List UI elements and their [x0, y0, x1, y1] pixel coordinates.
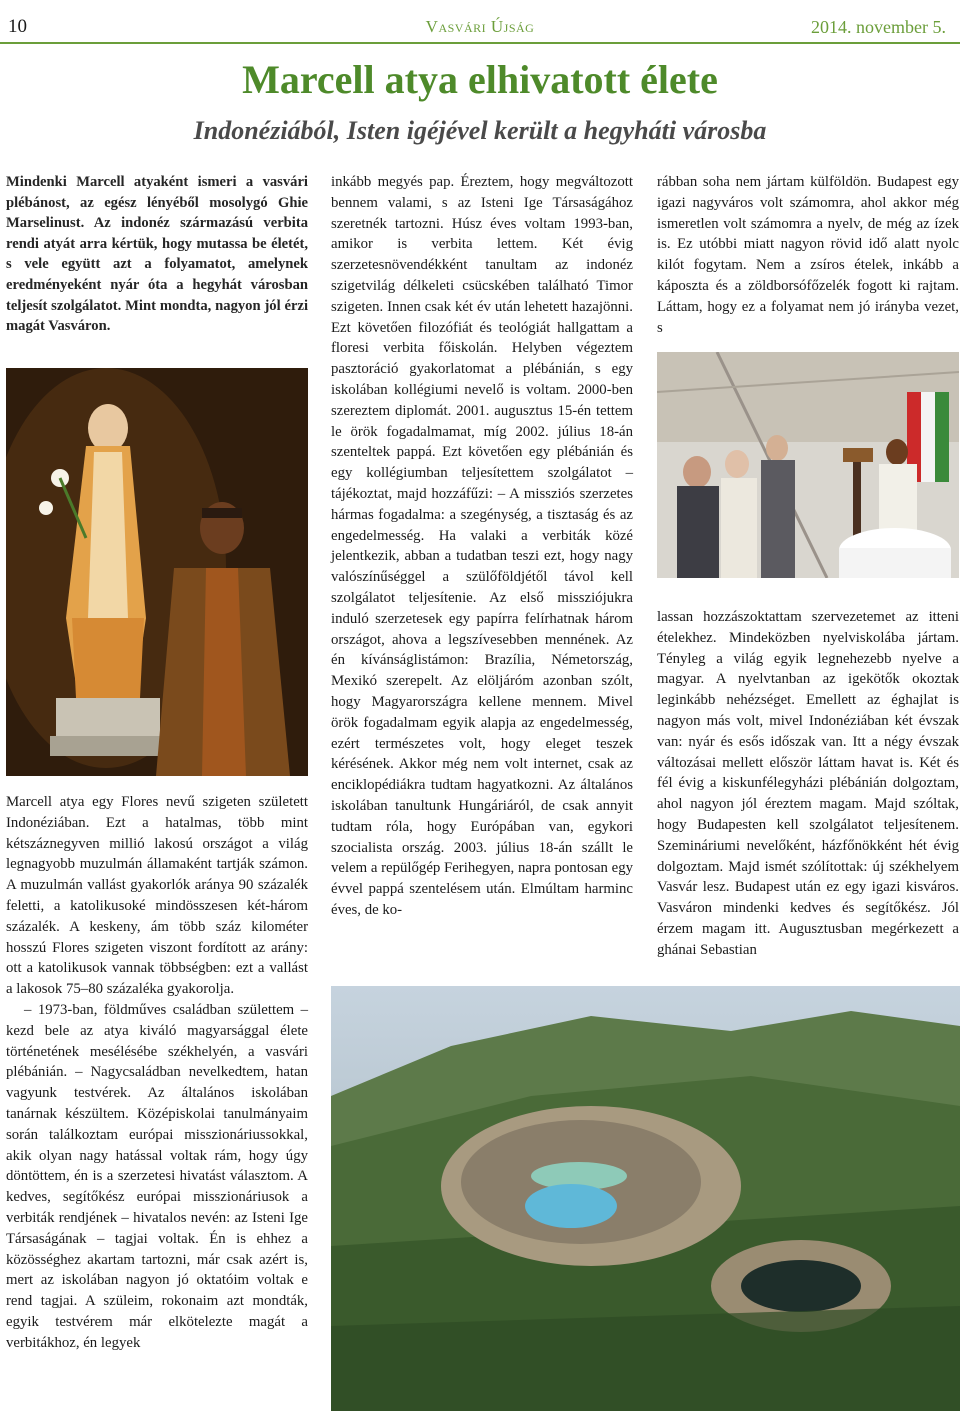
article-lead: Mindenki Marcell atyaként ismeri a vasvári plébánost, az egész lényéből mosolygó Ghie Marselinust. Az indonéz származású verbita rendi atyát arra kértük, hogy mutassa be életét, s vele együtt azt a folyamatot, amelynek eredményeként nyár óta a hegyhát városban teljesít szolgálatot. Mint mondta, nagyon jól érzi magát Vasváron.: [6, 174, 308, 335]
column-3-body-top: [657, 172, 959, 338]
column-3-body-bottom: [657, 607, 959, 961]
newspaper-name: Vasvári Újság: [425, 17, 535, 36]
paragraph: rábban soha nem jártam külföldön. Budapest egy igazi nagyváros volt számomra, ahol akkor még ismeretlen volt számomra a nyelv, de még az ízek is. Ez utóbbi miatt nagyon rövid idő alatt nyolc kilót fogytam. Nem a zsíros ételek, inkább a káposzta és a zöldborsófőzelék fogott ki rajtam. Láttam, hogy ez a folyamat nem jó irányba vezet, s: [657, 174, 959, 336]
column-1-body: [6, 792, 308, 1354]
paragraph: lassan hozzászoktattam szervezetemet az itteni ételekhez. Mindeközben nyelviskolába jártam. Tényleg a világ egyik legnehezebb nyelve a magyar. A nyelvtanban az igekötők okoztak leginkább nehézséget. Emellett az éghajlat is nagyon más volt, mivel Indonéziában két évszak van: nyár és esős időszak van. Itt a négy évszak változásai mellett először láttam havat is. Két és fél évig a kiskunfélegyházi plébánián dolgoztam, ahol nagyon jól éreztem magam. Majd szóltak, hogy Budapesten kell szolgálatot teljesítenem. Szemináriumi nevelőként, házfőnökként hét évig dolgoztam. Majd ismét szólítottak: új székhelyem Vasvár lesz. Budapest után ez egy igazi kisváros. Vasváron mindenki kedves és segítőkész. Jól érzem magam itt. Augusztusban megérkezett a ghánai Sebastian: [657, 609, 959, 958]
ceremony-photo: [657, 352, 959, 578]
page-number: 10: [8, 16, 27, 37]
paragraph: inkább megyés pap. Éreztem, hogy megváltozott bennem valami, s az Isteni Ige Társaságához szeretnék tartozni. Húsz éves voltam 1993-ban, amikor is verbita lettem. Két évig szerzetesnövendékként tanultam az indonéz szigetvilág délkeleti csücskében található Timor szigeten. Innen csak két év után lehetett hazajönni. Ezt követően filozófiát és teológiát hallgattam a floresi verbita főiskolán. Helyben végeztem pasztoráció gyakorlatomat a plébánián, s egy iskolában kollégiumi nevelő is voltam. 2000-ben szereztem diplomát. 2001. augusztus 15-én tettem le örök fogadalmamat, míg 2002. július 18-án szenteltek pappá. Ezt követően egy plébánián és egy kollégiumban teljesítettem szolgálatot – tájékoztat, majd hozzáfűzi: – A missziós szerzetes hármas fogadalma: a szegénység, a tisztaság és az engedelmesség. Ha valaki a verbiták közé jelentkezik, abban a tudatban teszi ezt, hogy nagy valószínűséggel a szülőföldjétől távol kell szolgálatot teljesítenie. Az első missziójukra induló szerzetesek egy papírra felírhatnak három országot, ahova a legszívesebben mennének. Az én kívánságlistámon: Brazília, Németország, Mexikó szerepelt. Az elöljáróm azonban szólt, hogy Magyarországra kellene mennem. Mivel örök fogadalmam egyik alapja az engedelmesség, ezért természetes volt, hogy eleget teszek kérésének. Akkor még nem volt internet, csak az enciklopédiákra tudtam hagyatkozni. Az általános iskolában tanultunk Hungáriáról, de csak annyit tudtam róla, hogy Európában van, egykori szocialista ország. 2003. július 18-án szállt le velem a repülőgép Ferihegyen, napra pontosan egy évvel pappá szentelésem után. Elmúltam harminc éves, de ko-: [331, 174, 633, 918]
paragraph: – 1973-ban, földműves családban születtem – kezd bele az atya kiváló magyarsággal élete történetének mesélésébe székhelyén, a vasvári plébánián. – Nagycsaládban nevelkedtem, hatan vagyunk testvérek. Az általános iskolában tanárnak készültem. Középiskolai tanulmányaim során találkoztam európai misszionáriussokkal, akik olyan nagy hatással voltak rám, hogy úgy döntöttem, én is a szerzetesi hivatást választom. A kedves, segítőkész európai misszionáriusok a verbiták rendjének – hivatalos nevén: az Isteni Ige Társaságának – tagjai voltak. Én is ehhez a közösséghez akartam tartozni, már csak azért is, mert az iskolában nagyon jó oktatóim voltak e rend tagjai. A szüleim, rokonaim azt mondták, egyik testvérem már elkötelezte magát a verbitákhoz, én legyek: [6, 1001, 308, 1351]
page-header: [0, 14, 960, 44]
crater-lakes-photo: [331, 986, 960, 1411]
priest-with-statue-photo: [6, 368, 308, 776]
article-title: Marcell atya elhivatott élete: [242, 57, 718, 102]
article-subtitle: Indonéziából, Isten igéjével került a hegyháti városba: [193, 116, 767, 145]
column-2-body: [331, 172, 633, 921]
issue-date: 2014. november 5.: [811, 17, 946, 37]
paragraph: Marcell atya egy Flores nevű szigeten született Indonéziában. Ezt a hatalmas, több mint kétszáznegyven millió lakosú országot a világ legnagyobb muzulmán államaként tartják számon. A muzulmán vallást gyakorlók aránya 90 százalék feletti, a katolikusoké mindösszesen két-három százalék. A keskeny, ám több száz kilométer hosszú Flores szigeten viszont fordított az arány: ott a katolikusok vannak többségben: ezt a vallást a lakosok 75–80 százaléka gyakorolja.: [6, 794, 308, 998]
